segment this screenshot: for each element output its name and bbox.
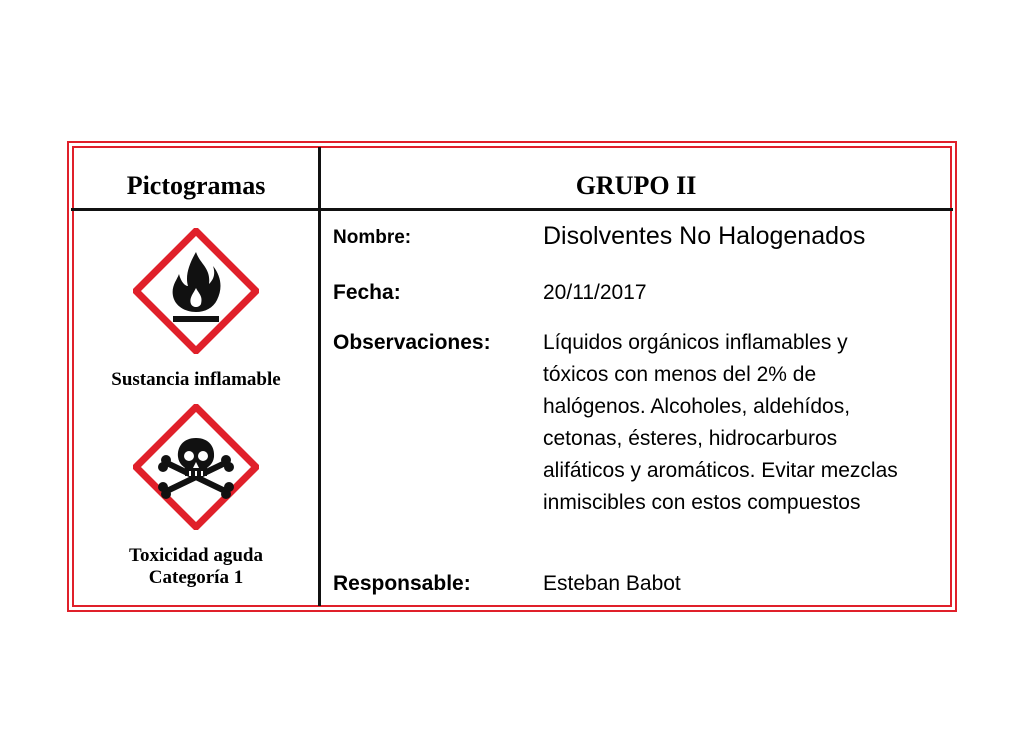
observaciones-label: Observaciones: [333, 331, 491, 354]
flammable-icon [133, 228, 259, 354]
header-divider [71, 208, 953, 211]
group-heading: GRUPO II [575, 171, 697, 200]
fecha-value: 20/11/2017 [543, 281, 647, 304]
nombre-value: Disolventes No Halogenados [543, 222, 866, 250]
observaciones-value: Líquidos orgánicos inflamables y tóxicos con menos del 2% de halógenos. Alcoholes, aldehídos, cetonas, ésteres, hidrocarburos alifáticos y aromáticos. Evitar mezclas inmiscibles con estos compuestos [543, 331, 898, 514]
toxicity-caption-line2: Categoría 1 [148, 567, 244, 588]
flammable-caption: Sustancia inflamable [111, 369, 281, 390]
fecha-label: Fecha: [333, 281, 401, 304]
nombre-label: Nombre: [333, 227, 412, 248]
pictograms-heading: Pictogramas [126, 171, 266, 200]
toxicity-caption [74, 545, 318, 589]
skull-crossbones-icon [133, 404, 259, 530]
responsable-label: Responsable: [333, 572, 471, 595]
column-divider [318, 147, 321, 606]
toxicity-caption-line1: Toxicidad aguda [129, 545, 263, 566]
responsable-value: Esteban Babot [543, 572, 681, 595]
